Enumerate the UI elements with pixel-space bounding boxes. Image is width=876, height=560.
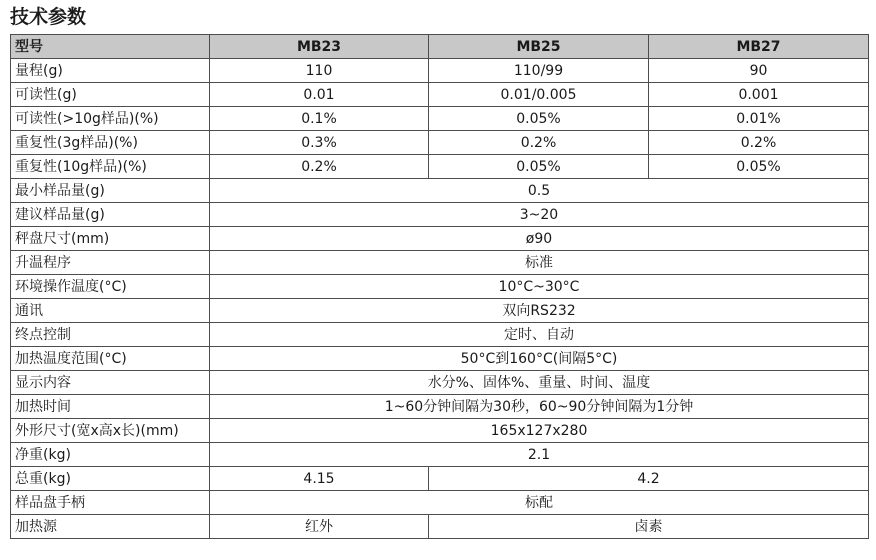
row-label: 加热时间 (11, 395, 210, 419)
row-label: 秤盘尺寸(mm) (11, 227, 210, 251)
row-value: 90 (649, 59, 869, 83)
row-value: 0.001 (649, 83, 869, 107)
row-label: 加热源 (11, 515, 210, 539)
table-row (11, 179, 869, 203)
table-row (11, 203, 869, 227)
row-value: 0.01% (649, 107, 869, 131)
table-header-row (11, 35, 869, 59)
row-label: 最小样品量(g) (11, 179, 210, 203)
table-row (11, 323, 869, 347)
row-value: 0.05% (429, 107, 649, 131)
row-value: ø90 (210, 227, 869, 251)
row-label: 通讯 (11, 299, 210, 323)
section-title: 技术参数 (10, 6, 87, 28)
table-row (11, 371, 869, 395)
row-value: 定时、自动 (210, 323, 869, 347)
row-value: 2.1 (210, 443, 869, 467)
row-label: 净重(kg) (11, 443, 210, 467)
table-row (11, 251, 869, 275)
row-label: 重复性(3g样品)(%) (11, 131, 210, 155)
header-model-label: 型号 (11, 35, 210, 59)
row-value: 0.05% (649, 155, 869, 179)
row-value: 4.15 (210, 467, 429, 491)
row-label: 样品盘手柄 (11, 491, 210, 515)
row-label: 外形尺寸(宽x高x长)(mm) (11, 419, 210, 443)
row-value: 红外 (210, 515, 429, 539)
header-mb25: MB25 (429, 35, 649, 59)
table-body (11, 59, 869, 539)
row-value: 0.5 (210, 179, 869, 203)
row-label: 环境操作温度(°C) (11, 275, 210, 299)
row-value: 1~60分钟间隔为30秒，60~90分钟间隔为1分钟 (210, 395, 869, 419)
row-value: 双向RS232 (210, 299, 869, 323)
row-value: 4.2 (429, 467, 869, 491)
row-label: 终点控制 (11, 323, 210, 347)
row-value: 0.05% (429, 155, 649, 179)
row-value: 卤素 (429, 515, 869, 539)
table-row (11, 227, 869, 251)
spec-table (10, 34, 869, 539)
row-value: 0.2% (429, 131, 649, 155)
table-row (11, 59, 869, 83)
row-label: 总重(kg) (11, 467, 210, 491)
table-row (11, 467, 869, 491)
table-row (11, 299, 869, 323)
table-row (11, 395, 869, 419)
row-label: 重复性(10g样品)(%) (11, 155, 210, 179)
row-label: 加热温度范围(°C) (11, 347, 210, 371)
row-label: 可读性(>10g样品)(%) (11, 107, 210, 131)
row-value: 标准 (210, 251, 869, 275)
table-row (11, 155, 869, 179)
row-value: 110/99 (429, 59, 649, 83)
table-row (11, 443, 869, 467)
row-value: 110 (210, 59, 429, 83)
table-row (11, 419, 869, 443)
row-value: 0.01 (210, 83, 429, 107)
row-value: 3~20 (210, 203, 869, 227)
row-value: 0.2% (210, 155, 429, 179)
table-row (11, 131, 869, 155)
row-label: 可读性(g) (11, 83, 210, 107)
row-value: 标配 (210, 491, 869, 515)
table-row (11, 491, 869, 515)
row-value: 0.3% (210, 131, 429, 155)
row-value: 水分%、固体%、重量、时间、温度 (210, 371, 869, 395)
header-mb27: MB27 (649, 35, 869, 59)
row-label: 建议样品量(g) (11, 203, 210, 227)
row-value: 0.01/0.005 (429, 83, 649, 107)
table-row (11, 515, 869, 539)
table-row (11, 107, 869, 131)
row-value: 0.1% (210, 107, 429, 131)
header-mb23: MB23 (210, 35, 429, 59)
table-row (11, 83, 869, 107)
row-value: 50°C到160°C(间隔5°C) (210, 347, 869, 371)
row-label: 升温程序 (11, 251, 210, 275)
table-row (11, 347, 869, 371)
row-label: 量程(g) (11, 59, 210, 83)
row-value: 165x127x280 (210, 419, 869, 443)
row-label: 显示内容 (11, 371, 210, 395)
row-value: 10°C~30°C (210, 275, 869, 299)
row-value: 0.2% (649, 131, 869, 155)
table-row (11, 275, 869, 299)
